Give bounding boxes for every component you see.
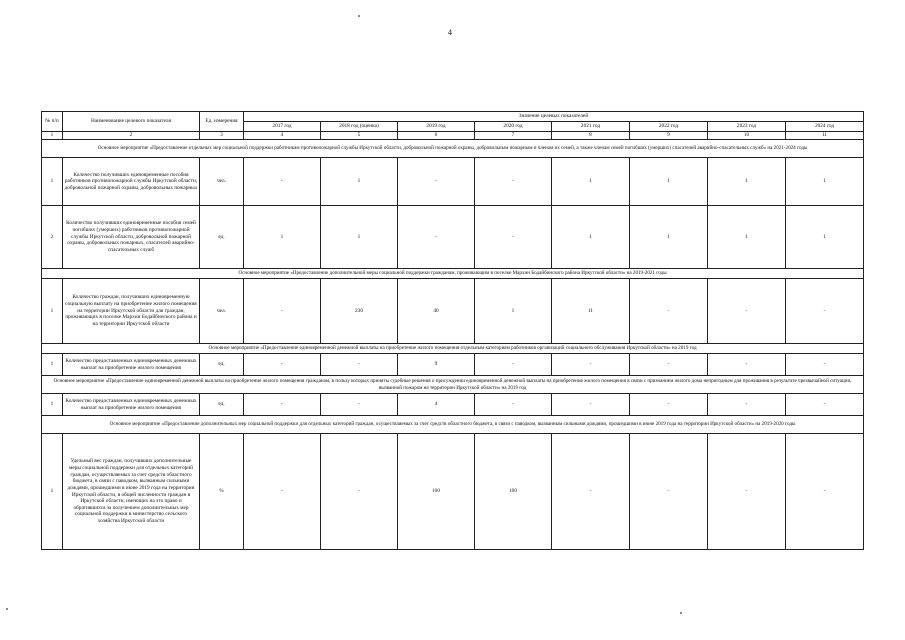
indicator-value: 1	[786, 158, 864, 206]
indicator-value: -	[244, 279, 321, 344]
section-title: Основное мероприятие «Предоставление дополнительных мер социальной поддержки для отдельных категорий граждан, осуществляемых за счет средств областного бюджета, в связи с паводком, вызванным сильными дождями, прошедшими в июне 2019 года на территории Иркутской области» на 2019-2020 годы	[42, 416, 864, 434]
indicator-value: 1	[630, 206, 708, 269]
indicator-value: -	[786, 394, 864, 416]
column-number: 6	[398, 132, 475, 140]
section-title: Основное мероприятие «Предоставление единовременной денежной выплаты на приобретение жилого помещения отдельным категориям работников организаций социального обслуживания Иркутской области» на 2019 год	[42, 344, 864, 354]
column-number: 5	[321, 132, 398, 140]
indicator-value: 4	[398, 394, 475, 416]
column-number-row	[42, 132, 864, 140]
indicator-name: Количество получивших единовременные пособия работников противопожарной службы Иркутской области, добровольной пожарной охраны, добровольных пожарных	[63, 158, 200, 206]
row-number: 2	[42, 206, 63, 269]
indicator-row	[42, 279, 864, 344]
indicator-value: 230	[321, 279, 398, 344]
row-number: 1	[42, 394, 63, 416]
indicator-value: -	[786, 279, 864, 344]
header-values-group: Значение целевых показателей	[244, 112, 864, 122]
scan-speck	[680, 612, 682, 614]
indicator-value: -	[630, 394, 708, 416]
indicator-value: -	[630, 434, 708, 550]
indicator-row	[42, 434, 864, 550]
column-number: 3	[200, 132, 244, 140]
column-number: 8	[552, 132, 630, 140]
indicator-value: -	[475, 206, 552, 269]
header-year: 2019 год	[398, 122, 475, 132]
row-number: 1	[42, 158, 63, 206]
unit-of-measure: ед.	[200, 354, 244, 376]
row-number: 1	[42, 434, 63, 550]
indicator-row	[42, 394, 864, 416]
header-row-1	[42, 112, 864, 122]
indicator-value: 1	[786, 206, 864, 269]
indicator-value: 1	[630, 158, 708, 206]
indicator-value: 1	[708, 158, 786, 206]
indicator-value: -	[786, 354, 864, 376]
header-year: 2018 год (оценка)	[321, 122, 398, 132]
indicator-value: -	[708, 279, 786, 344]
column-number: 11	[786, 132, 864, 140]
unit-of-measure: чел.	[200, 279, 244, 344]
indicator-value: -	[786, 434, 864, 550]
indicator-name: Количество получивших единовременные пособия семей погибших (умерших) работников противопожарной службы Иркутской области, добровольной пожарной охраны, добровольных пожарных, спасателей аварийно-спасательных служб	[63, 206, 200, 269]
column-number: 10	[708, 132, 786, 140]
indicator-value: 11	[552, 279, 630, 344]
indicator-value: -	[398, 206, 475, 269]
scan-speck	[6, 608, 8, 610]
indicator-row	[42, 158, 864, 206]
indicator-row	[42, 354, 864, 376]
indicator-value: 100	[475, 434, 552, 550]
indicator-value: -	[321, 434, 398, 550]
indicator-value: 9	[398, 354, 475, 376]
section-row	[42, 269, 864, 279]
indicator-value: -	[552, 394, 630, 416]
indicator-value: -	[398, 158, 475, 206]
unit-of-measure: ед.	[200, 394, 244, 416]
section-title: Основное мероприятие «Предоставление дополнительной меры социальной поддержки гражданам, проживающим в поселке Мархин Бодайбинского района Иркутской области» на 2019-2021 годы	[42, 269, 864, 279]
indicator-value: -	[552, 434, 630, 550]
header-year: 2024 год	[786, 122, 864, 132]
header-year: 2021 год	[552, 122, 630, 132]
indicator-name: Удельный вес граждан, получивших дополнительные меры социальной поддержки для отдельных категорий граждан, осуществляемых за счет средств областного бюджета, в связи с паводком, вызванным сильными дождями, прошедшими в июне 2019 года на территории Иркутской области, в общей численности граждан в Иркутской области, имеющих на это право и обратившихся за получением дополнительных мер социальной поддержки в министерство сельского хозяйства Иркутской области	[63, 434, 200, 550]
indicator-value: -	[244, 158, 321, 206]
row-number: 1	[42, 279, 63, 344]
column-number: 9	[630, 132, 708, 140]
row-number: 1	[42, 354, 63, 376]
indicator-value: -	[708, 394, 786, 416]
indicator-value: -	[244, 434, 321, 550]
header-year: 2017 год	[244, 122, 321, 132]
section-row	[42, 344, 864, 354]
indicator-value: 1	[708, 206, 786, 269]
column-number: 7	[475, 132, 552, 140]
indicator-value: 1	[244, 206, 321, 269]
indicator-value: -	[244, 394, 321, 416]
indicator-value: 1	[321, 158, 398, 206]
indicator-value: -	[321, 394, 398, 416]
header-year: 2022 год	[630, 122, 708, 132]
indicator-value: 40	[398, 279, 475, 344]
header-year: 2020 год	[475, 122, 552, 132]
indicator-value: -	[630, 279, 708, 344]
indicator-value: -	[708, 354, 786, 376]
indicator-value: -	[475, 354, 552, 376]
header-unit: Ед. измерения	[200, 112, 244, 132]
header-no: № п/п	[42, 112, 63, 132]
indicator-value: -	[630, 354, 708, 376]
indicator-value: -	[475, 394, 552, 416]
indicator-value: -	[321, 354, 398, 376]
indicator-name: Количество граждан, получивших единовременную социальную выплату на приобретение жилого помещения на территории Иркутской области для граждан, проживающих в поселке Мархин Бодайбинского района и на территории Иркутской области	[63, 279, 200, 344]
header-year: 2023 год	[708, 122, 786, 132]
indicator-value: -	[708, 434, 786, 550]
section-title: Основное мероприятие «Предоставление единовременной денежной выплаты на приобретение жилого помещения гражданам, в пользу которых приняты судебные решения о присуждении единовременной денежной выплаты на приобретение жилого помещения в связи с признанием жилого дома непригодным для проживания в результате чрезвычайной ситуации, вызванной пожаром на территории Иркутской области» на 2019 год	[42, 376, 864, 394]
indicator-value: -	[552, 354, 630, 376]
unit-of-measure: ед.	[200, 206, 244, 269]
indicator-value: 1	[552, 206, 630, 269]
section-title: Основное мероприятие «Предоставление отдельных мер социальной поддержки работникам противопожарной службы Иркутской области, добровольной пожарной охраны, добровольным пожарным и членам их семей, а также членам семей погибших (умерших) спасателей аварийно-спасательных служб» на 2021-2024 годы	[42, 140, 864, 158]
indicator-name: Количество предоставленных единовременных денежных выплат на приобретение жилого помещения	[63, 394, 200, 416]
column-number: 1	[42, 132, 63, 140]
indicator-value: -	[244, 354, 321, 376]
indicator-value: -	[475, 158, 552, 206]
section-row	[42, 376, 864, 394]
header-name: Наименование целевого показателя	[63, 112, 200, 132]
page-number: 4	[448, 28, 452, 37]
indicator-value: 1	[475, 279, 552, 344]
indicator-value: 100	[398, 434, 475, 550]
indicator-row	[42, 206, 864, 269]
indicator-value: 1	[321, 206, 398, 269]
indicator-value: 1	[552, 158, 630, 206]
column-number: 2	[63, 132, 200, 140]
column-number: 4	[244, 132, 321, 140]
unit-of-measure: чел.	[200, 158, 244, 206]
target-indicators-table	[41, 111, 864, 550]
scan-speck	[358, 15, 360, 17]
section-row	[42, 416, 864, 434]
indicator-name: Количество предоставленных единовременных денежных выплат на приобретение жилого помещения	[63, 354, 200, 376]
unit-of-measure: %	[200, 434, 244, 550]
section-row	[42, 140, 864, 158]
